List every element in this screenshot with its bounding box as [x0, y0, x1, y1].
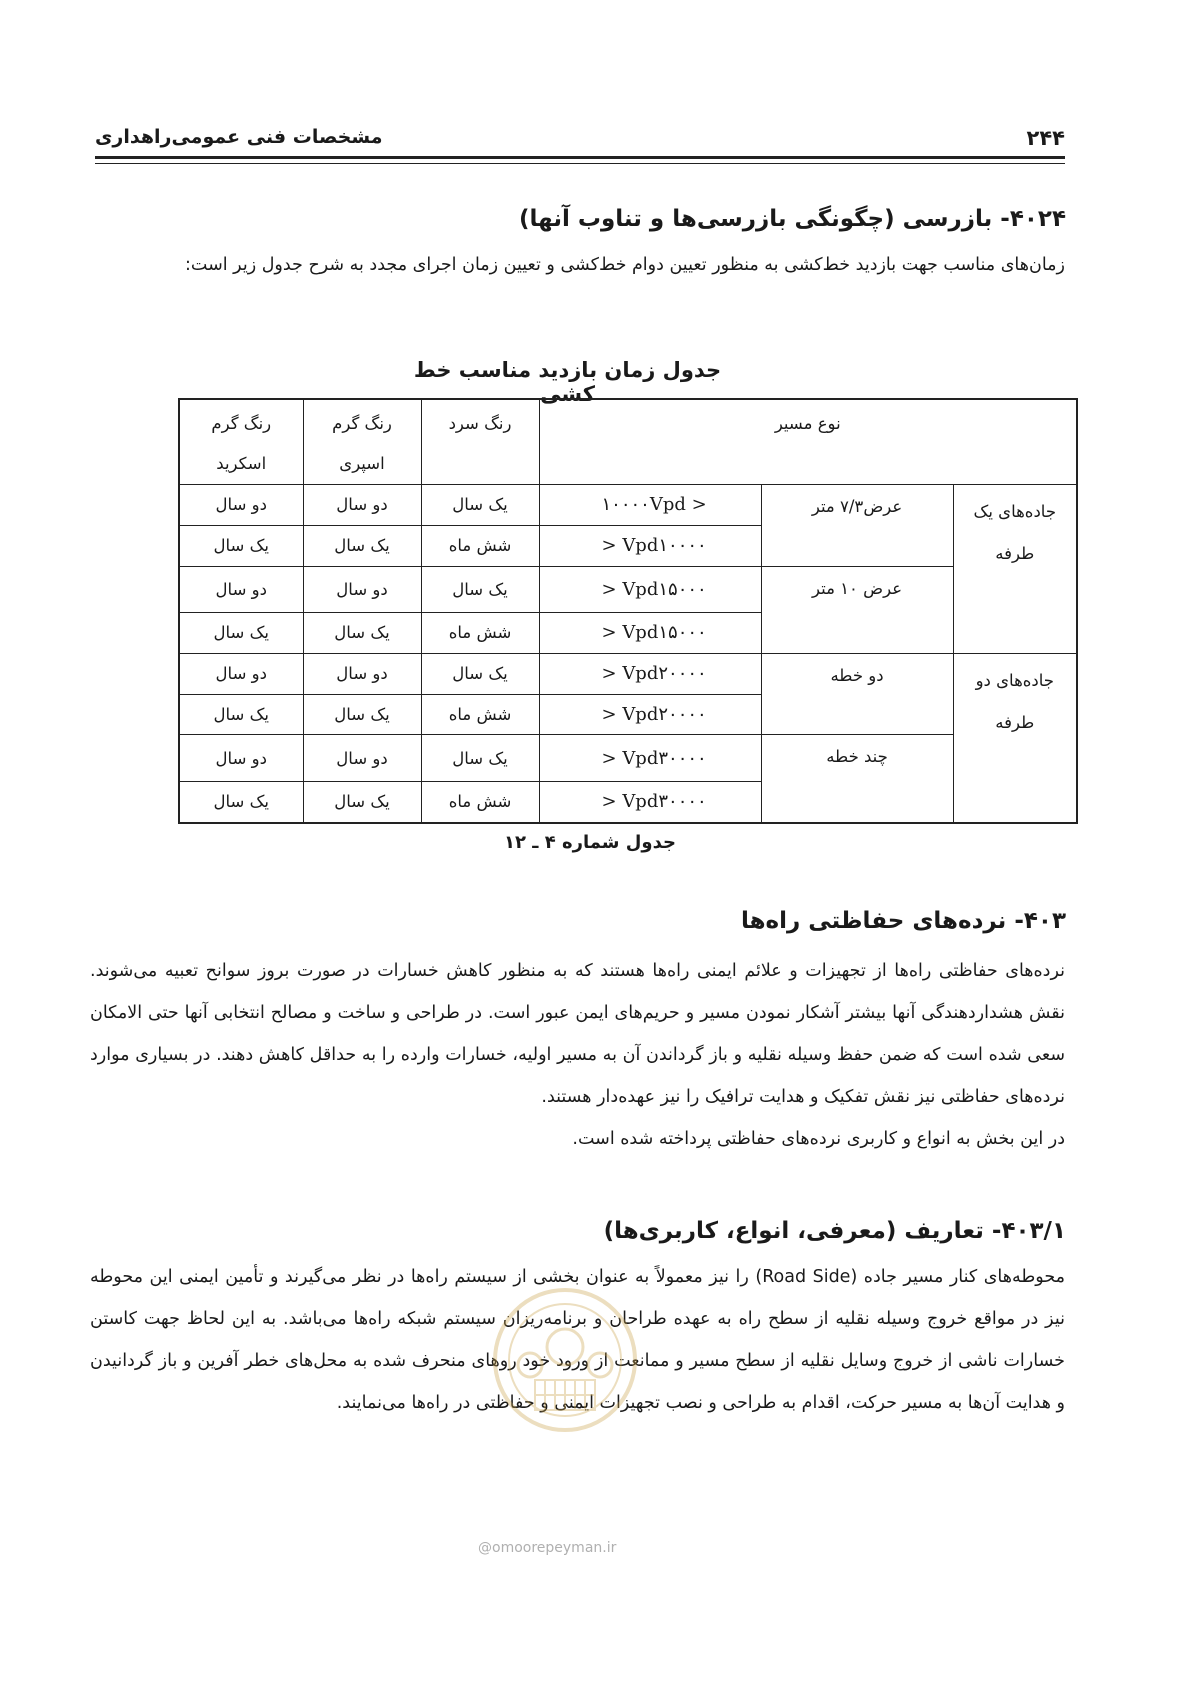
screed-cell: دو سال — [179, 485, 303, 526]
screed-cell: یک سال — [179, 612, 303, 653]
spray-cell: یک سال — [303, 525, 421, 566]
traffic-cell: Vpd۳۰۰۰۰ < — [539, 781, 761, 823]
traffic-cell: Vpd۱۵۰۰۰ < — [539, 612, 761, 653]
traffic-cell: Vpd۲۰۰۰۰ < — [539, 694, 761, 735]
header-cold-paint: رنگ سرد — [421, 399, 539, 485]
group-one-way-line2: طرفه — [995, 544, 1035, 563]
section-403-body — [90, 950, 1065, 1160]
header-route-type: نوع مسیر — [539, 399, 1077, 485]
screed-cell: دو سال — [179, 735, 303, 781]
header-rule-thin — [95, 163, 1065, 164]
screed-cell: یک سال — [179, 694, 303, 735]
table-row — [179, 653, 1077, 694]
cold-cell: یک سال — [421, 653, 539, 694]
page-number: ۲۴۴ — [1026, 126, 1065, 150]
spray-cell: دو سال — [303, 566, 421, 612]
cold-cell: یک سال — [421, 485, 539, 526]
spray-cell: دو سال — [303, 485, 421, 526]
page-header — [95, 118, 1065, 154]
screed-cell: دو سال — [179, 653, 303, 694]
subgroup-width-10: عرض ۱۰ متر — [761, 566, 953, 653]
running-title: مشخصات فنی عمومی‌راهداری — [95, 126, 383, 148]
header-hot-spray — [303, 399, 421, 485]
cold-cell: شش ماه — [421, 612, 539, 653]
table-header-row — [179, 399, 1077, 485]
cold-cell: شش ماه — [421, 694, 539, 735]
inspection-table — [178, 398, 1078, 824]
section-heading-4024: ۴۰۲۴- بازرسی (چگونگی بازرسی‌ها و تناوب آنها) — [519, 206, 1066, 232]
subgroup-width-7-3: عرض۷/۳ متر — [761, 485, 953, 567]
subgroup-two-lane: دو خطه — [761, 653, 953, 735]
group-two-way-line2: طرفه — [995, 712, 1035, 732]
section-heading-403: ۴۰۳- نرده‌های حفاظتی راه‌ها — [740, 908, 1066, 934]
section-4031-para: محوطه‌های کنار مسیر جاده (Road Side) را نیز معمولاً به عنوان بخشی از سیستم راه‌ها در نظر می‌گیرند و تأمین ایمنی این محوطه نیز در مواقع خروج وسیله نقلیه از سطح راه به عهده طراحان و برنامه‌ریزان سیستم شبکه راه‌ها می‌باشد. به این لحاظ جهت کاستن خسارات ناشی از خروج وسایل نقلیه از سطح مسیر و ممانعت از ورود خود روهای منحرف شده به محل‌های خطر آفرین و باز گردانیدن و هدایت آن‌ها به مسیر حرکت، اقدام به طراحی و نصب تجهیزات ایمنی و حفاظتی در راه‌ها می‌نمایند. — [90, 1267, 1065, 1413]
spray-cell: یک سال — [303, 612, 421, 653]
table-title: جدول زمان بازدید مناسب خط کشی — [413, 358, 722, 406]
header-hot-spray-line2: اسپری — [339, 454, 385, 473]
cold-cell: یک سال — [421, 566, 539, 612]
screed-cell: یک سال — [179, 781, 303, 823]
spray-cell: یک سال — [303, 694, 421, 735]
section-403-para1: نرده‌های حفاظتی راه‌ها از تجهیزات و علائم ایمنی راه‌ها هستند که به منظور کاهش خسارات در صورت بروز سوانح تعبیه می‌شوند. نقش هشداردهندگی آنها بیشتر آشکار نمودن مسیر و حریم‌های ایمن عبور است. در طراحی و ساخت و مصالح انتخابی آنها حتی الامکان سعی شده است که ضمن حفظ وسیله نقلیه و باز گرداندن آن به مسیر اولیه، خسارات وارده را به حداقل کاهش دهند. در بسیاری موارد نرده‌های حفاظتی نیز نقش تفکیک و هدایت ترافیک را نیز عهده‌دار هستند. — [90, 961, 1065, 1107]
table-row — [179, 485, 1077, 526]
section-heading-4031: ۴۰۳/۱- تعاریف (معرفی، انواع، کاربری‌ها) — [603, 1218, 1066, 1244]
subgroup-multi-lane: چند خطه — [761, 735, 953, 823]
table-caption: جدول شماره ۴ ـ ۱۲ — [504, 832, 676, 853]
traffic-cell: Vpd۱۰۰۰۰ < — [539, 525, 761, 566]
traffic-cell: < ۱۰۰۰۰Vpd — [539, 485, 761, 526]
group-one-way — [953, 485, 1077, 654]
screed-cell: یک سال — [179, 525, 303, 566]
header-hot-screed-line1: رنگ گرم — [211, 414, 272, 433]
intro-text: زمان‌های مناسب جهت بازدید خط‌کشی به منظور تعیین دوام خط‌کشی و تعیین زمان اجرای مجدد به شرح جدول زیر است: — [185, 255, 1065, 275]
spray-cell: دو سال — [303, 735, 421, 781]
cold-cell: شش ماه — [421, 525, 539, 566]
header-hot-screed — [179, 399, 303, 485]
seal-logo-icon — [490, 1285, 640, 1435]
group-two-way — [953, 653, 1077, 823]
section-4024-intro — [90, 244, 1065, 286]
cold-cell: شش ماه — [421, 781, 539, 823]
table-row — [179, 566, 1077, 612]
spray-cell: یک سال — [303, 781, 421, 823]
traffic-cell: Vpd۱۵۰۰۰ < — [539, 566, 761, 612]
header-rule-thick — [95, 156, 1065, 159]
spray-cell: دو سال — [303, 653, 421, 694]
header-hot-spray-line1: رنگ گرم — [332, 414, 392, 433]
traffic-cell: Vpd۲۰۰۰۰ < — [539, 653, 761, 694]
group-two-way-line1: جاده‌های دو — [975, 670, 1054, 690]
screed-cell: دو سال — [179, 566, 303, 612]
watermark-text: @omoorepeyman.ir — [478, 1540, 617, 1556]
traffic-cell: Vpd۳۰۰۰۰ < — [539, 735, 761, 781]
cold-cell: یک سال — [421, 735, 539, 781]
group-one-way-line1: جاده‌های یک — [973, 502, 1057, 521]
header-hot-screed-line2: اسکرید — [216, 454, 267, 473]
section-403-para2: در این بخش به انواع و کاربری نرده‌های حفاظتی پرداخته شده است. — [572, 1129, 1065, 1149]
table-row — [179, 735, 1077, 781]
